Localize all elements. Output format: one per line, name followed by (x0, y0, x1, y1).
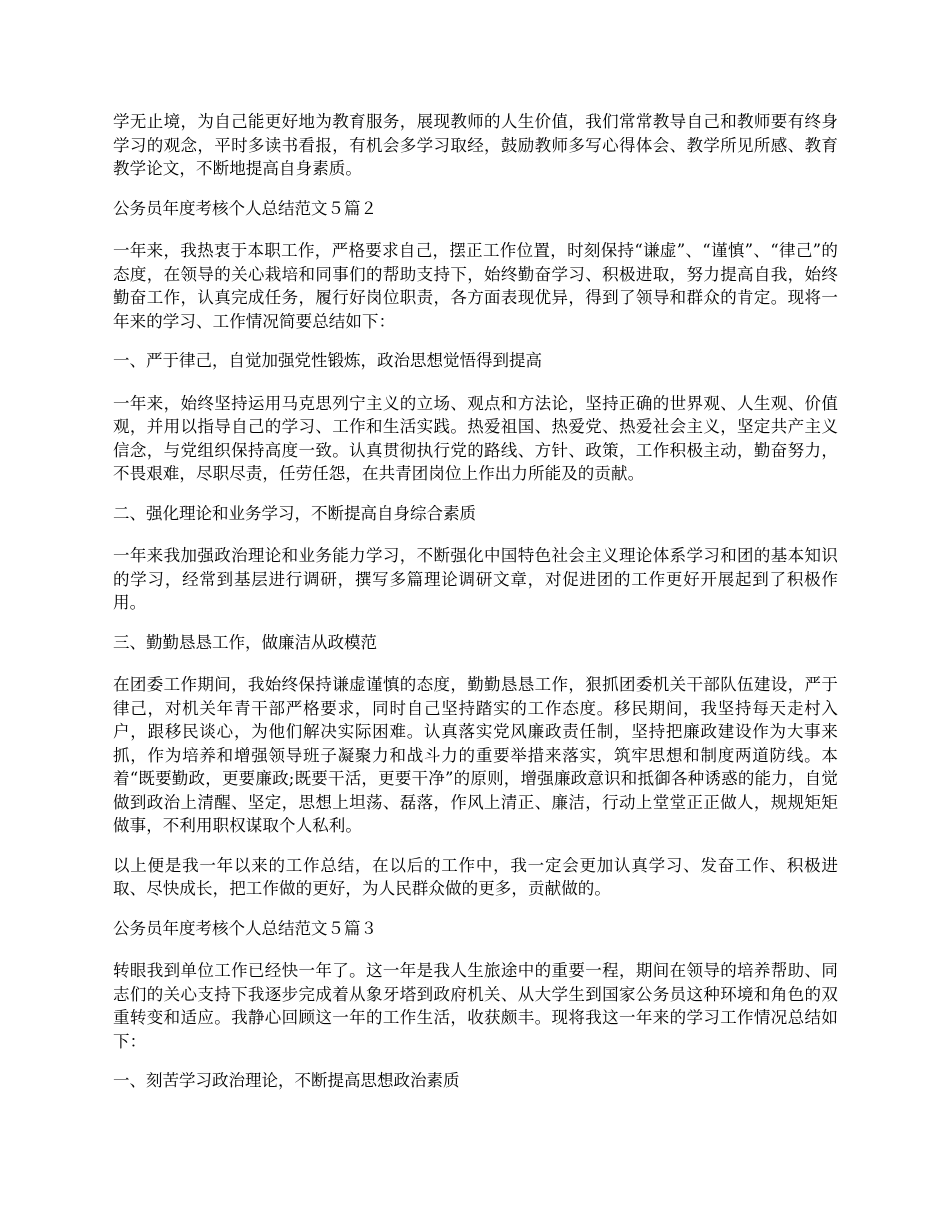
subheading-political-theory: 一、刻苦学习政治理论，不断提高思想政治素质 (113, 1071, 460, 1090)
subheading-integrity: 三、勤勤恳恳工作，做廉洁从政模范 (113, 632, 377, 652)
section-title-article-3: 公务员年度考核个人总结范文５篇３ (113, 918, 377, 938)
integrity-paragraph: 在团委工作期间，我始终保持谦虚谨慎的态度，勤勤恳恳工作，狠抓团委机关干部队伍建设，严于律己，对机关年青干部严格要求，同时自己坚持踏实的工作态度。移民期间，我坚持每天走村入户，跟移民谈心，为他们解决实际困难。认真落实党风廉政责任制，坚持把廉政建设作为大事来抓，作为培养和增强领导班子凝聚力和战斗力的重要举措来落实，筑牢思想和制度两道防线。本着“既要勤政，更要廉政;既要干活，更要干净”的原则，增强廉政意识和抵御各种诱惑的能力，自觉做到政治上清醒、坚定，思想上坦荡、磊落，作风上清正、廉洁，行动上堂堂正正做人，规规矩矩做事，不利用职权谋取个人私利。 (113, 675, 838, 835)
article-2-intro-paragraph: 一年来，我热衷于本职工作，严格要求自己，摆正工作位置，时刻保持“谦虚”、“谨慎”、“律己”的态度，在领导的关心栽培和同事们的帮助支持下，始终勤奋学习、积极进取，努力提高自我，始终勤奋工作，认真完成任务，履行好岗位职责，各方面表现优异，得到了领导和群众的肯定。现将一年来的学习、工作情况简要总结如下： (113, 241, 838, 331)
section-title-article-2: 公务员年度考核个人总结范文５篇２ (113, 198, 377, 218)
subheading-self-discipline: 一、严于律己，自觉加强党性锻炼，政治思想觉悟得到提高 (113, 351, 542, 370)
article-3-intro-paragraph: 转眼我到单位工作已经快一年了。这一年是我人生旅途中的重要一程，期间在领导的培养帮助、同志们的关心支持下我逐步完成着从象牙塔到政府机关、从大学生到国家公务员这种环境和角色的双重转变和适应。我静心回顾这一年的工作生活，收获颇丰。现将我这一年来的学习工作情况总结如下： (113, 961, 838, 1051)
subheading-theory-study: 二、强化理论和业务学习，不断提高自身综合素质 (113, 503, 476, 523)
intro-paragraph: 学无止境，为自己能更好地为教育服务，展现教师的人生价值，我们常常教导自己和教师要有终身学习的观念，平时多读书看报，有机会多学习取经，鼓励教师多写心得体会、教学所见所感、教育教学论文，不断地提高自身素质。 (113, 112, 838, 178)
conclusion-paragraph: 以上便是我一年以来的工作总结，在以后的工作中，我一定会更加认真学习、发奋工作、积极进取、尽快成长，把工作做的更好，为人民群众做的更多，贡献做的。 (113, 855, 838, 898)
theory-study-paragraph: 一年来我加强政治理论和业务能力学习，不断强化中国特色社会主义理论体系学习和团的基本知识的学习，经常到基层进行调研，撰写多篇理论调研文章，对促进团的工作更好开展起到了积极作用。 (113, 546, 838, 612)
self-discipline-paragraph: 一年来，始终坚持运用马克思列宁主义的立场、观点和方法论，坚持正确的世界观、人生观、价值观，并用以指导自己的学习、工作和生活实践。热爱祖国、热爱党、热爱社会主义，坚定共产主义信念，与党组织保持高度一致。认真贯彻执行党的路线、方针、政策，工作积极主动，勤奋努力，不畏艰难，尽职尽责，任劳任怨，在共青团岗位上作出力所能及的贡献。 (113, 393, 838, 483)
